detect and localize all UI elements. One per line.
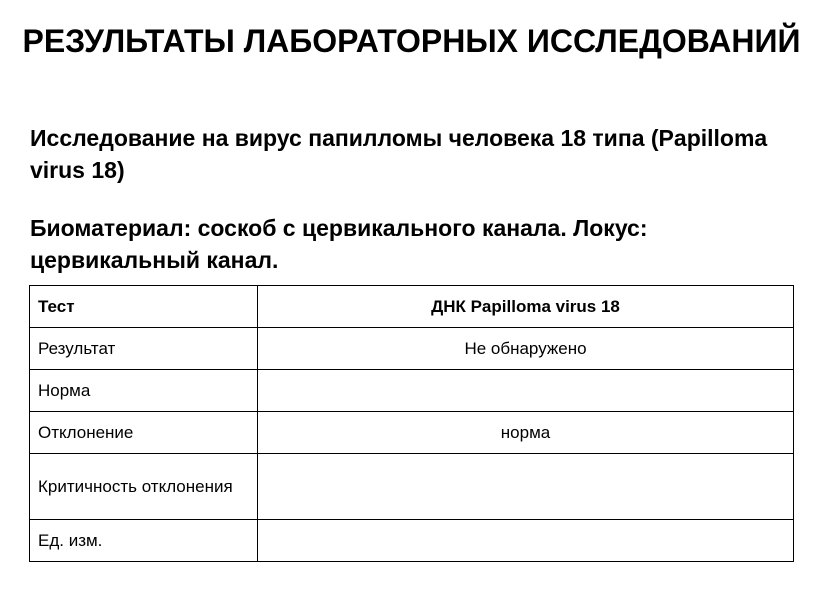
row-label: Результат: [30, 328, 258, 370]
header-cell: ДНК Papilloma virus 18: [258, 286, 794, 328]
row-value: [258, 520, 794, 562]
row-value: [258, 370, 794, 412]
table-row: [30, 328, 794, 370]
table-row: [30, 454, 794, 520]
row-value: [258, 454, 794, 520]
table-header: [30, 286, 794, 328]
row-value: норма: [258, 412, 794, 454]
results-table: [29, 285, 794, 562]
row-value: Не обнаружено: [258, 328, 794, 370]
row-label: Ед. изм.: [30, 520, 258, 562]
row-label: Отклонение: [30, 412, 258, 454]
page-title: РЕЗУЛЬТАТЫ ЛАБОРАТОРНЫХ ИССЛЕДОВАНИЙ: [22, 23, 801, 59]
row-label: Критичность отклонения: [30, 454, 258, 520]
biomaterial-info: Биоматериал: соскоб с цервикального канала. Локус: цервикальный канал.: [30, 215, 648, 273]
table-row: [30, 412, 794, 454]
table-row: [30, 520, 794, 562]
table-row: [30, 370, 794, 412]
header-cell: Тест: [30, 286, 258, 328]
study-title: Исследование на вирус папилломы человека 18 типа (Papilloma virus 18): [30, 125, 768, 183]
row-label: Норма: [30, 370, 258, 412]
